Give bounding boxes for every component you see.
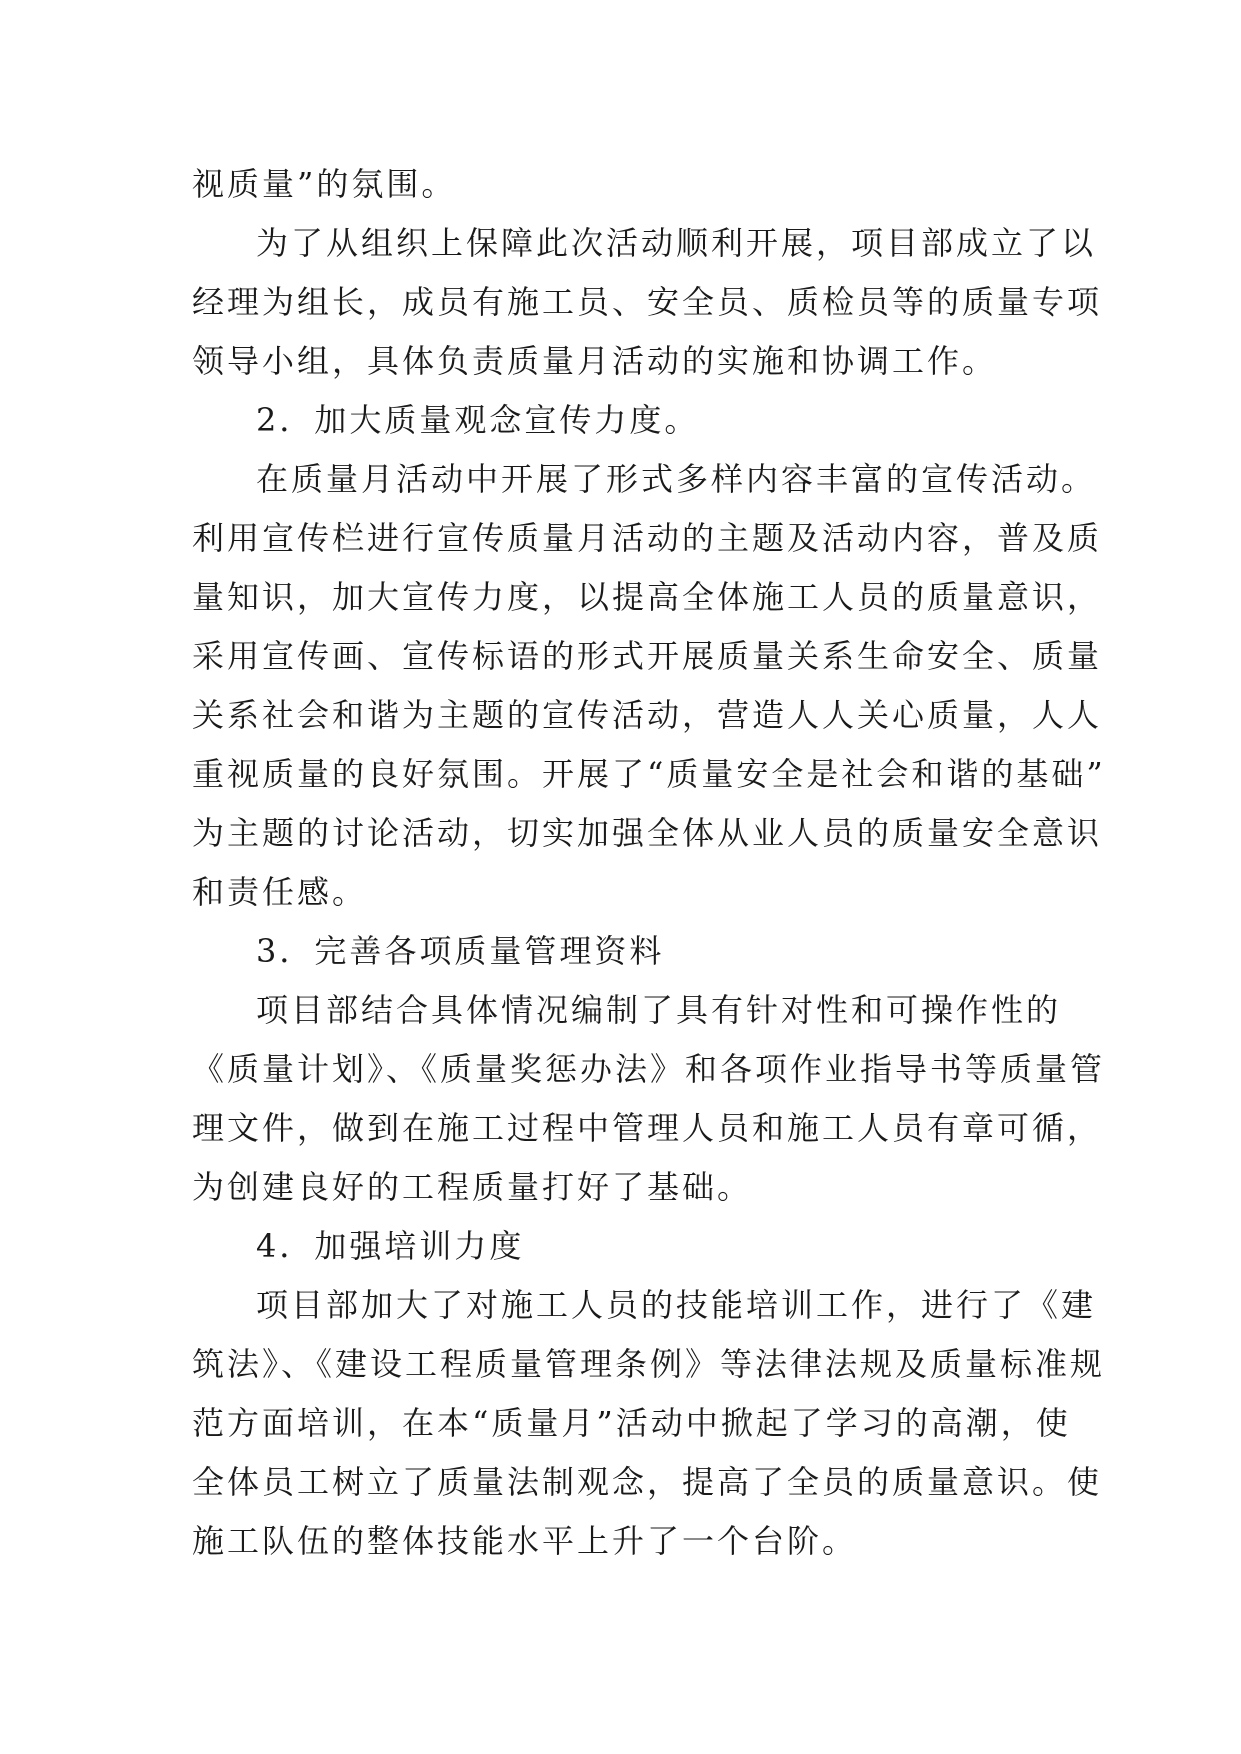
text-line: 理文件，做到在施工过程中管理人员和施工人员有章可循，: [192, 1109, 1103, 1147]
document-body: [192, 155, 1106, 1571]
paragraph-first-line: 为了从组织上保障此次活动顺利开展，项目部成立了以: [256, 224, 1097, 262]
text-line: 量知识，加大宣传力度，以提高全体施工人员的质量意识，: [192, 578, 1103, 616]
paragraph-first-line: 在质量月活动中开展了形式多样内容丰富的宣传活动。: [256, 460, 1097, 498]
section-heading-3: 3．完善各项质量管理资料: [256, 932, 665, 970]
text-line: 和责任感。: [192, 873, 368, 911]
text-line: 经理为组长，成员有施工员、安全员、质检员等的质量专项: [192, 283, 1103, 321]
text-line: 利用宣传栏进行宣传质量月活动的主题及活动内容，普及质: [192, 519, 1103, 557]
text-line: 采用宣传画、宣传标语的形式开展质量关系生命安全、质量: [192, 637, 1103, 675]
text-line: 重视质量的良好氛围。开展了“质量安全是社会和谐的基础”: [192, 755, 1106, 793]
text-line: 领导小组，具体负责质量月活动的实施和协调工作。: [192, 342, 998, 380]
text-line: 视质量”的氛围。: [192, 165, 457, 203]
text-line: 为主题的讨论活动，切实加强全体从业人员的质量安全意识: [192, 814, 1103, 852]
text-line: 关系社会和谐为主题的宣传活动，营造人人关心质量，人人: [192, 696, 1103, 734]
text-line: 全体员工树立了质量法制观念，提高了全员的质量意识。使: [192, 1463, 1103, 1501]
paragraph-first-line: 项目部结合具体情况编制了具有针对性和可操作性的: [256, 991, 1062, 1029]
text-line: 为创建良好的工程质量打好了基础。: [192, 1168, 753, 1206]
paragraph-first-line: 项目部加大了对施工人员的技能培训工作，进行了《建: [256, 1286, 1097, 1324]
text-line: 筑法》、《建设工程质量管理条例》等法律法规及质量标准规: [192, 1345, 1106, 1383]
section-heading-4: 4．加强培训力度: [256, 1227, 525, 1265]
text-line: 施工队伍的整体技能水平上升了一个台阶。: [192, 1522, 858, 1560]
text-line: 范方面培训，在本“质量月”活动中掀起了学习的高潮，使: [192, 1404, 1071, 1442]
section-heading-2: 2．加大质量观念宣传力度。: [256, 401, 700, 439]
text-line: 《质量计划》、《质量奖惩办法》和各项作业指导书等质量管: [192, 1050, 1106, 1088]
